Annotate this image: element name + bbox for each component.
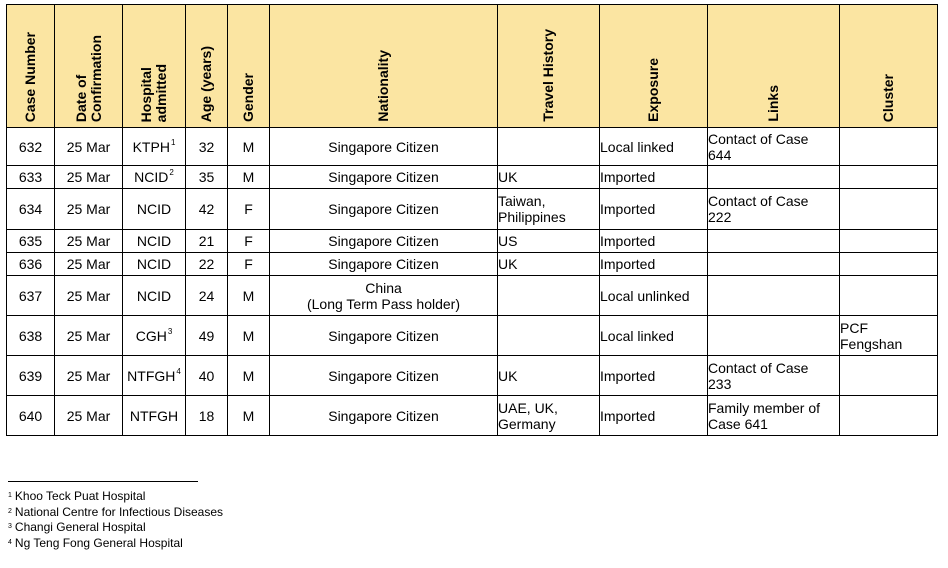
cluster-cell: [840, 396, 938, 436]
date-cell: 25 Mar: [55, 253, 123, 276]
header-cluster: Cluster: [840, 5, 938, 128]
footnote-item: $^3$ Changi General Hospital: [8, 520, 146, 534]
table-row: [7, 316, 938, 356]
nationality-cell: Singapore Citizen: [270, 253, 498, 276]
case-number-cell: 632: [7, 128, 55, 166]
case-number-cell: 633: [7, 166, 55, 189]
nationality-cell: Singapore Citizen: [270, 396, 498, 436]
date-cell: 25 Mar: [55, 166, 123, 189]
nationality-cell: Singapore Citizen: [270, 316, 498, 356]
cluster-cell: [840, 356, 938, 396]
cluster-cell: [840, 128, 938, 166]
header-nationality: Nationality: [270, 5, 498, 128]
travel-history-cell: UK: [498, 356, 600, 396]
table-row: [7, 276, 938, 316]
age-cell: 40: [186, 356, 228, 396]
links-cell: Contact of Case 644: [708, 128, 840, 166]
table-row: [7, 230, 938, 253]
header-hospital-admitted: Hospital admitted: [123, 5, 186, 128]
hospital-cell: KTPH$^1$: [123, 128, 186, 166]
hospital-cell: NTFGH$^4$: [123, 356, 186, 396]
table-row: [7, 396, 938, 436]
cluster-cell: [840, 230, 938, 253]
nationality-cell: Singapore Citizen: [270, 356, 498, 396]
date-cell: 25 Mar: [55, 396, 123, 436]
links-cell: [708, 166, 840, 189]
header-exposure: Exposure: [600, 5, 708, 128]
links-cell: [708, 276, 840, 316]
gender-cell: M: [228, 166, 270, 189]
age-cell: 42: [186, 189, 228, 230]
cluster-cell: [840, 166, 938, 189]
cluster-cell: PCF Fengshan: [840, 316, 938, 356]
footnote-item: $^1$ Khoo Teck Puat Hospital: [8, 489, 146, 503]
hospital-cell: NCID: [123, 189, 186, 230]
header-age: Age (years): [186, 5, 228, 128]
cluster-cell: [840, 253, 938, 276]
age-cell: 32: [186, 128, 228, 166]
travel-history-cell: [498, 316, 600, 356]
exposure-cell: Imported: [600, 230, 708, 253]
hospital-cell: NCID$^2$: [123, 166, 186, 189]
age-cell: 22: [186, 253, 228, 276]
age-cell: 18: [186, 396, 228, 436]
nationality-cell: Singapore Citizen: [270, 189, 498, 230]
travel-history-cell: UK: [498, 253, 600, 276]
exposure-cell: Imported: [600, 396, 708, 436]
exposure-cell: Local linked: [600, 128, 708, 166]
footnotes: [8, 481, 223, 551]
footnote-item: $^2$ National Centre for Infectious Diseases: [8, 504, 224, 519]
exposure-cell: Imported: [600, 356, 708, 396]
links-cell: [708, 230, 840, 253]
age-cell: 49: [186, 316, 228, 356]
links-cell: Contact of Case 233: [708, 356, 840, 396]
table-row: [7, 189, 938, 230]
exposure-cell: Imported: [600, 166, 708, 189]
date-cell: 25 Mar: [55, 356, 123, 396]
hospital-cell: NTFGH: [123, 396, 186, 436]
links-cell: Family member of Case 641: [708, 396, 840, 436]
hospital-cell: CGH$^3$: [123, 316, 186, 356]
table-row: [7, 166, 938, 189]
gender-cell: M: [228, 276, 270, 316]
cluster-cell: [840, 276, 938, 316]
gender-cell: F: [228, 253, 270, 276]
travel-history-cell: [498, 128, 600, 166]
nationality-cell: Singapore Citizen: [270, 166, 498, 189]
hospital-cell: NCID: [123, 276, 186, 316]
links-cell: [708, 316, 840, 356]
nationality-cell: Singapore Citizen: [270, 128, 498, 166]
case-number-cell: 635: [7, 230, 55, 253]
footnote-marker: 2: [169, 168, 174, 177]
footnote-marker: 3: [167, 326, 173, 336]
gender-cell: F: [228, 230, 270, 253]
header-gender: Gender: [228, 5, 270, 128]
nationality-cell: China (Long Term Pass holder): [270, 276, 498, 316]
footnote-marker: 1: [170, 137, 176, 147]
links-cell: Contact of Case 222: [708, 189, 840, 230]
hospital-cell: NCID: [123, 253, 186, 276]
exposure-cell: Local unlinked: [600, 276, 708, 316]
case-number-cell: 638: [7, 316, 55, 356]
cluster-cell: [840, 189, 938, 230]
links-cell: [708, 253, 840, 276]
case-number-cell: 640: [7, 396, 55, 436]
header-case-number: Case Number: [7, 5, 55, 128]
age-cell: 21: [186, 230, 228, 253]
age-cell: 35: [186, 166, 228, 189]
case-number-cell: 634: [7, 189, 55, 230]
table-row: [7, 356, 938, 396]
date-cell: 25 Mar: [55, 230, 123, 253]
cases-table: [6, 4, 938, 436]
table-row: [7, 253, 938, 276]
case-number-cell: 639: [7, 356, 55, 396]
age-cell: 24: [186, 276, 228, 316]
date-cell: 25 Mar: [55, 276, 123, 316]
date-cell: 25 Mar: [55, 189, 123, 230]
travel-history-cell: US: [498, 230, 600, 253]
table-row: [7, 128, 938, 166]
exposure-cell: Imported: [600, 189, 708, 230]
footnote-marker: 4: [176, 366, 181, 376]
date-cell: 25 Mar: [55, 316, 123, 356]
hospital-cell: NCID: [123, 230, 186, 253]
travel-history-cell: UK: [498, 166, 600, 189]
header-row: [7, 5, 938, 128]
header-links: Links: [708, 5, 840, 128]
travel-history-cell: Taiwan, Philippines: [498, 189, 600, 230]
gender-cell: M: [228, 396, 270, 436]
exposure-cell: Imported: [600, 253, 708, 276]
gender-cell: F: [228, 189, 270, 230]
exposure-cell: Local linked: [600, 316, 708, 356]
travel-history-cell: UAE, UK, Germany: [498, 396, 600, 436]
nationality-cell: Singapore Citizen: [270, 230, 498, 253]
gender-cell: M: [228, 128, 270, 166]
gender-cell: M: [228, 316, 270, 356]
header-date-of-confirmation: Date of Confirmation: [55, 5, 123, 128]
date-cell: 25 Mar: [55, 128, 123, 166]
footnote-item: $^4$ Ng Teng Fong General Hospital: [8, 535, 183, 550]
header-travel-history: Travel History: [498, 5, 600, 128]
case-number-cell: 636: [7, 253, 55, 276]
gender-cell: M: [228, 356, 270, 396]
case-number-cell: 637: [7, 276, 55, 316]
travel-history-cell: [498, 276, 600, 316]
